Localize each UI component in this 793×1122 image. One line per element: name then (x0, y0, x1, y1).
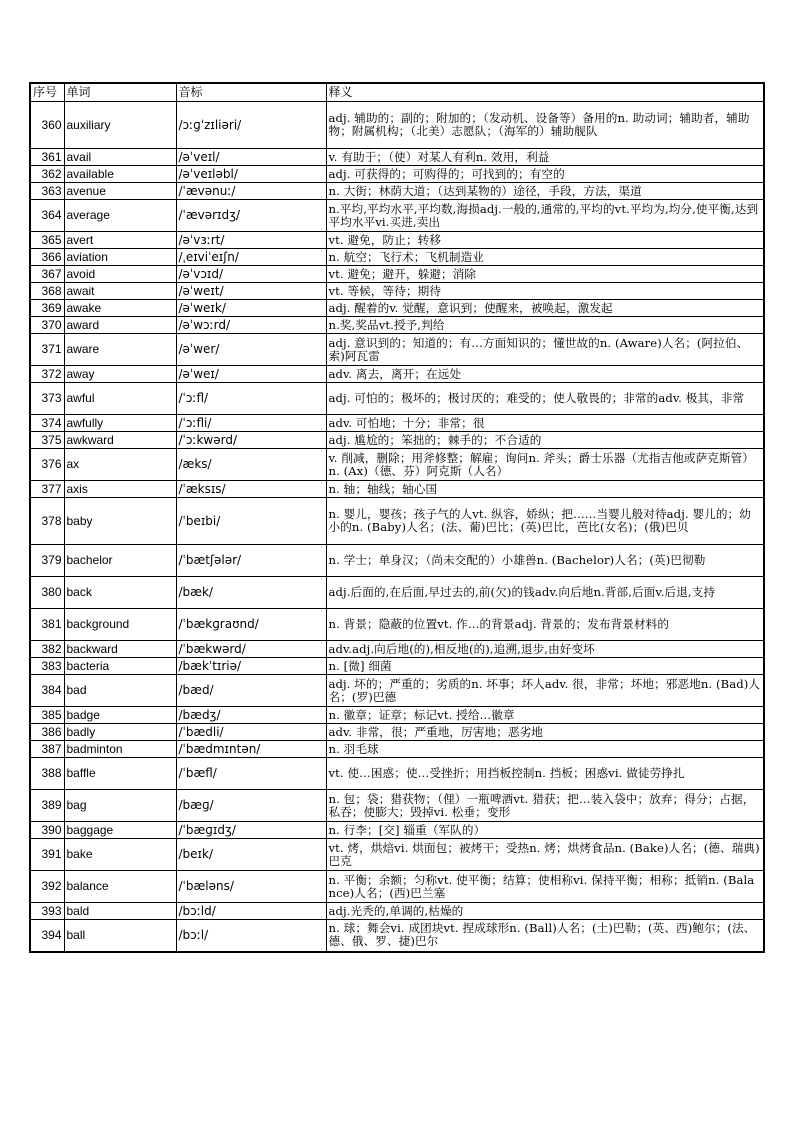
row-number: 362 (30, 166, 64, 183)
table-row (30, 481, 764, 498)
row-phonetic: /ˈɔːkwərd/ (176, 432, 326, 449)
table-row (30, 707, 764, 724)
row-number: 360 (30, 102, 64, 149)
table-row (30, 183, 764, 200)
table-row (30, 675, 764, 707)
row-word: awkward (64, 432, 176, 449)
row-phonetic: /ˈɔːfli/ (176, 415, 326, 432)
table-row (30, 822, 764, 839)
row-word: background (64, 609, 176, 641)
row-word: average (64, 200, 176, 232)
row-number: 387 (30, 741, 64, 758)
row-number: 369 (30, 300, 64, 317)
row-word: aviation (64, 249, 176, 266)
table-row (30, 166, 764, 183)
row-phonetic: /bæk/ (176, 577, 326, 609)
row-phonetic: /əˈvɔɪd/ (176, 266, 326, 283)
row-number: 373 (30, 383, 64, 415)
row-definition: n. 行李；[交] 辎重（军队的） (326, 822, 764, 839)
row-definition: n. 羽毛球 (326, 741, 764, 758)
row-word: bad (64, 675, 176, 707)
row-word: ball (64, 920, 176, 952)
row-word: await (64, 283, 176, 300)
row-word: avenue (64, 183, 176, 200)
row-word: award (64, 317, 176, 334)
row-word: bacteria (64, 658, 176, 675)
row-phonetic: /ˈbædli/ (176, 724, 326, 741)
row-word: aware (64, 334, 176, 366)
row-definition: vt. 烤，烘焙vi. 烘面包；被烤干；受热n. 烤；烘烤食品n. (Bake)人名；(德、瑞典)巴克 (326, 839, 764, 871)
row-number: 365 (30, 232, 64, 249)
table-row (30, 609, 764, 641)
row-phonetic: /ˈbætʃələr/ (176, 545, 326, 577)
row-phonetic: /ˌeɪviˈeɪʃn/ (176, 249, 326, 266)
row-phonetic: /əˈvɜːrt/ (176, 232, 326, 249)
row-word: badly (64, 724, 176, 741)
table-row (30, 658, 764, 675)
row-word: away (64, 366, 176, 383)
row-word: awful (64, 383, 176, 415)
row-word: bag (64, 790, 176, 822)
row-definition: n. 平衡；余额；匀称vt. 使平衡；结算；使相称vi. 保持平衡；相称；抵销n. (Balance)人名；(西)巴兰塞 (326, 871, 764, 903)
row-number: 390 (30, 822, 64, 839)
row-definition: adv. 可怕地；十分；非常；很 (326, 415, 764, 432)
row-definition: adj. 尴尬的；笨拙的；棘手的；不合适的 (326, 432, 764, 449)
row-definition: vt. 避免，防止；转移 (326, 232, 764, 249)
row-phonetic: /ˈbæfl/ (176, 758, 326, 790)
row-definition: v. 有助于；（使）对某人有利n. 效用，利益 (326, 149, 764, 166)
row-definition: n. 徽章；证章；标记vt. 授给…徽章 (326, 707, 764, 724)
row-definition: adv. 非常，很；严重地，厉害地；恶劣地 (326, 724, 764, 741)
row-number: 370 (30, 317, 64, 334)
row-word: badminton (64, 741, 176, 758)
row-phonetic: /bækˈtɪriə/ (176, 658, 326, 675)
table-row (30, 149, 764, 166)
row-word: auxiliary (64, 102, 176, 149)
row-number: 367 (30, 266, 64, 283)
row-number: 382 (30, 641, 64, 658)
row-number: 376 (30, 449, 64, 481)
row-word: baffle (64, 758, 176, 790)
row-phonetic: /bæd/ (176, 675, 326, 707)
row-word: ax (64, 449, 176, 481)
row-phonetic: /ˈbæɡɪdʒ/ (176, 822, 326, 839)
row-word: baby (64, 498, 176, 545)
row-phonetic: /ˈævərɪdʒ/ (176, 200, 326, 232)
row-number: 379 (30, 545, 64, 577)
row-word: baggage (64, 822, 176, 839)
row-word: avoid (64, 266, 176, 283)
table-row (30, 102, 764, 149)
row-phonetic: /əˈwɔːrd/ (176, 317, 326, 334)
row-number: 361 (30, 149, 64, 166)
row-phonetic: /ˈbækwərd/ (176, 641, 326, 658)
row-definition: vt. 等候，等待；期待 (326, 283, 764, 300)
row-definition: adv.adj.向后地(的),相反地(的),追溯,退步,由好变坏 (326, 641, 764, 658)
row-number: 393 (30, 903, 64, 920)
row-phonetic: /əˈveɪləbl/ (176, 166, 326, 183)
header-phonetic: 音标 (176, 83, 326, 102)
table-header-row (30, 83, 764, 102)
row-number: 381 (30, 609, 64, 641)
table-row (30, 449, 764, 481)
table-row (30, 283, 764, 300)
row-number: 374 (30, 415, 64, 432)
row-phonetic: /beɪk/ (176, 839, 326, 871)
row-phonetic: /əˈweɪ/ (176, 366, 326, 383)
row-number: 392 (30, 871, 64, 903)
row-phonetic: /ˈbæləns/ (176, 871, 326, 903)
row-definition: adj.光秃的,单调的,枯燥的 (326, 903, 764, 920)
row-number: 383 (30, 658, 64, 675)
row-phonetic: /ɔːɡˈzɪliəri/ (176, 102, 326, 149)
row-definition: n. 婴儿，婴孩；孩子气的人vt. 纵容，娇纵；把……当婴儿般对待adj. 婴儿的；幼小的n. (Baby)人名；(法、葡)巴比；(英)巴比，芭比(女名)；(俄)巴贝 (326, 498, 764, 545)
row-number: 394 (30, 920, 64, 952)
table-row (30, 577, 764, 609)
row-phonetic: /ˈæksɪs/ (176, 481, 326, 498)
row-definition: n. 航空；飞行术；飞机制造业 (326, 249, 764, 266)
row-word: avail (64, 149, 176, 166)
row-word: backward (64, 641, 176, 658)
row-phonetic: /əˈveɪl/ (176, 149, 326, 166)
row-phonetic: /bæɡ/ (176, 790, 326, 822)
row-definition: n.平均,平均水平,平均数,海损adj.一般的,通常的,平均的vt.平均为,均分,使平衡,达到平均水平vi.买进,卖出 (326, 200, 764, 232)
row-definition: adj. 可怕的；极坏的；极讨厌的；难受的；使人敬畏的；非常的adv. 极其，非常 (326, 383, 764, 415)
row-number: 377 (30, 481, 64, 498)
table-row (30, 920, 764, 952)
row-definition: adj. 坏的；严重的；劣质的n. 坏事；坏人adv. 很，非常；坏地；邪恶地n. (Bad)人名；(罗)巴德 (326, 675, 764, 707)
row-definition: n. 大街；林荫大道；（达到某物的）途径，手段，方法，渠道 (326, 183, 764, 200)
row-word: available (64, 166, 176, 183)
row-definition: adj. 醒着的v. 觉醒，意识到；使醒来，被唤起，激发起 (326, 300, 764, 317)
row-word: bachelor (64, 545, 176, 577)
row-definition: n. 球；舞会vi. 成团块vt. 捏成球形n. (Ball)人名；(土)巴勒；(英、西)鲍尔；(法、德、俄、罗、捷)巴尔 (326, 920, 764, 952)
row-phonetic: /ˈbækɡraʊnd/ (176, 609, 326, 641)
table-row (30, 334, 764, 366)
row-phonetic: /ˈbædmɪntən/ (176, 741, 326, 758)
table-row (30, 249, 764, 266)
table-row (30, 498, 764, 545)
row-phonetic: /ˈævənuː/ (176, 183, 326, 200)
table-row (30, 758, 764, 790)
row-phonetic: /bædʒ/ (176, 707, 326, 724)
row-phonetic: /əˈweɪt/ (176, 283, 326, 300)
table-row (30, 839, 764, 871)
row-word: bald (64, 903, 176, 920)
row-word: bake (64, 839, 176, 871)
header-word: 单词 (64, 83, 176, 102)
row-definition: vt. 使…困惑；使…受挫折；用挡板控制n. 挡板；困惑vi. 做徒劳挣扎 (326, 758, 764, 790)
row-definition: adj.后面的,在后面,早过去的,前(欠)的钱adv.向后地n.背部,后面v.后退,支持 (326, 577, 764, 609)
row-definition: vt. 避免；避开，躲避；消除 (326, 266, 764, 283)
row-phonetic: /bɔːl/ (176, 920, 326, 952)
table-row (30, 641, 764, 658)
row-phonetic: /æks/ (176, 449, 326, 481)
row-word: badge (64, 707, 176, 724)
row-number: 389 (30, 790, 64, 822)
table-row (30, 432, 764, 449)
row-number: 380 (30, 577, 64, 609)
row-definition: n.奖,奖品vt.授予,判给 (326, 317, 764, 334)
row-definition: n. 背景；隐蔽的位置vt. 作…的背景adj. 背景的；发布背景材料的 (326, 609, 764, 641)
row-phonetic: /əˈwer/ (176, 334, 326, 366)
row-definition: adj. 辅助的；副的；附加的；（发动机、设备等）备用的n. 助动词；辅助者，辅助物；附属机构；（北美）志愿队；（海军的）辅助舰队 (326, 102, 764, 149)
row-definition: n. 轴；轴线；轴心国 (326, 481, 764, 498)
table-row (30, 903, 764, 920)
row-number: 368 (30, 283, 64, 300)
row-number: 391 (30, 839, 64, 871)
row-phonetic: /ˈɔːfl/ (176, 383, 326, 415)
table-row (30, 415, 764, 432)
table-row (30, 266, 764, 283)
table-row (30, 741, 764, 758)
row-word: balance (64, 871, 176, 903)
row-definition: adj. 可获得的；可购得的；可找到的；有空的 (326, 166, 764, 183)
row-definition: n. 包；袋；猎获物；（俚）一瓶啤酒vt. 猎获；把…装入袋中；放弃；得分；占据，私吞；使膨大；毁掉vi. 松垂；变形 (326, 790, 764, 822)
row-number: 372 (30, 366, 64, 383)
table-row (30, 200, 764, 232)
row-word: awfully (64, 415, 176, 432)
table-row (30, 871, 764, 903)
row-definition: n. 学士；单身汉；（尚未交配的）小雄兽n. (Bachelor)人名；(英)巴彻勒 (326, 545, 764, 577)
row-phonetic: /bɔːld/ (176, 903, 326, 920)
table-row (30, 545, 764, 577)
table-row (30, 300, 764, 317)
vocabulary-table (29, 82, 765, 953)
header-number: 序号 (30, 83, 64, 102)
row-number: 366 (30, 249, 64, 266)
row-number: 364 (30, 200, 64, 232)
row-word: awake (64, 300, 176, 317)
row-number: 386 (30, 724, 64, 741)
table-row (30, 724, 764, 741)
row-phonetic: /əˈweɪk/ (176, 300, 326, 317)
row-word: avert (64, 232, 176, 249)
table-row (30, 232, 764, 249)
table-row (30, 790, 764, 822)
row-number: 375 (30, 432, 64, 449)
table-row (30, 317, 764, 334)
row-word: back (64, 577, 176, 609)
header-definition: 释义 (326, 83, 764, 102)
row-word: axis (64, 481, 176, 498)
table-row (30, 366, 764, 383)
row-definition: adv. 离去，离开；在远处 (326, 366, 764, 383)
row-number: 378 (30, 498, 64, 545)
row-number: 363 (30, 183, 64, 200)
row-phonetic: /ˈbeɪbi/ (176, 498, 326, 545)
table-row (30, 383, 764, 415)
row-definition: n. [微] 细菌 (326, 658, 764, 675)
row-number: 371 (30, 334, 64, 366)
row-number: 384 (30, 675, 64, 707)
row-number: 385 (30, 707, 64, 724)
row-number: 388 (30, 758, 64, 790)
row-definition: adj. 意识到的；知道的；有…方面知识的；懂世故的n. (Aware)人名；(阿拉伯、索)阿瓦雷 (326, 334, 764, 366)
row-definition: v. 削减，删除；用斧修整；解雇；询问n. 斧头；爵士乐器（尤指吉他或萨克斯管）n. (Ax)（德、芬）阿克斯（人名） (326, 449, 764, 481)
